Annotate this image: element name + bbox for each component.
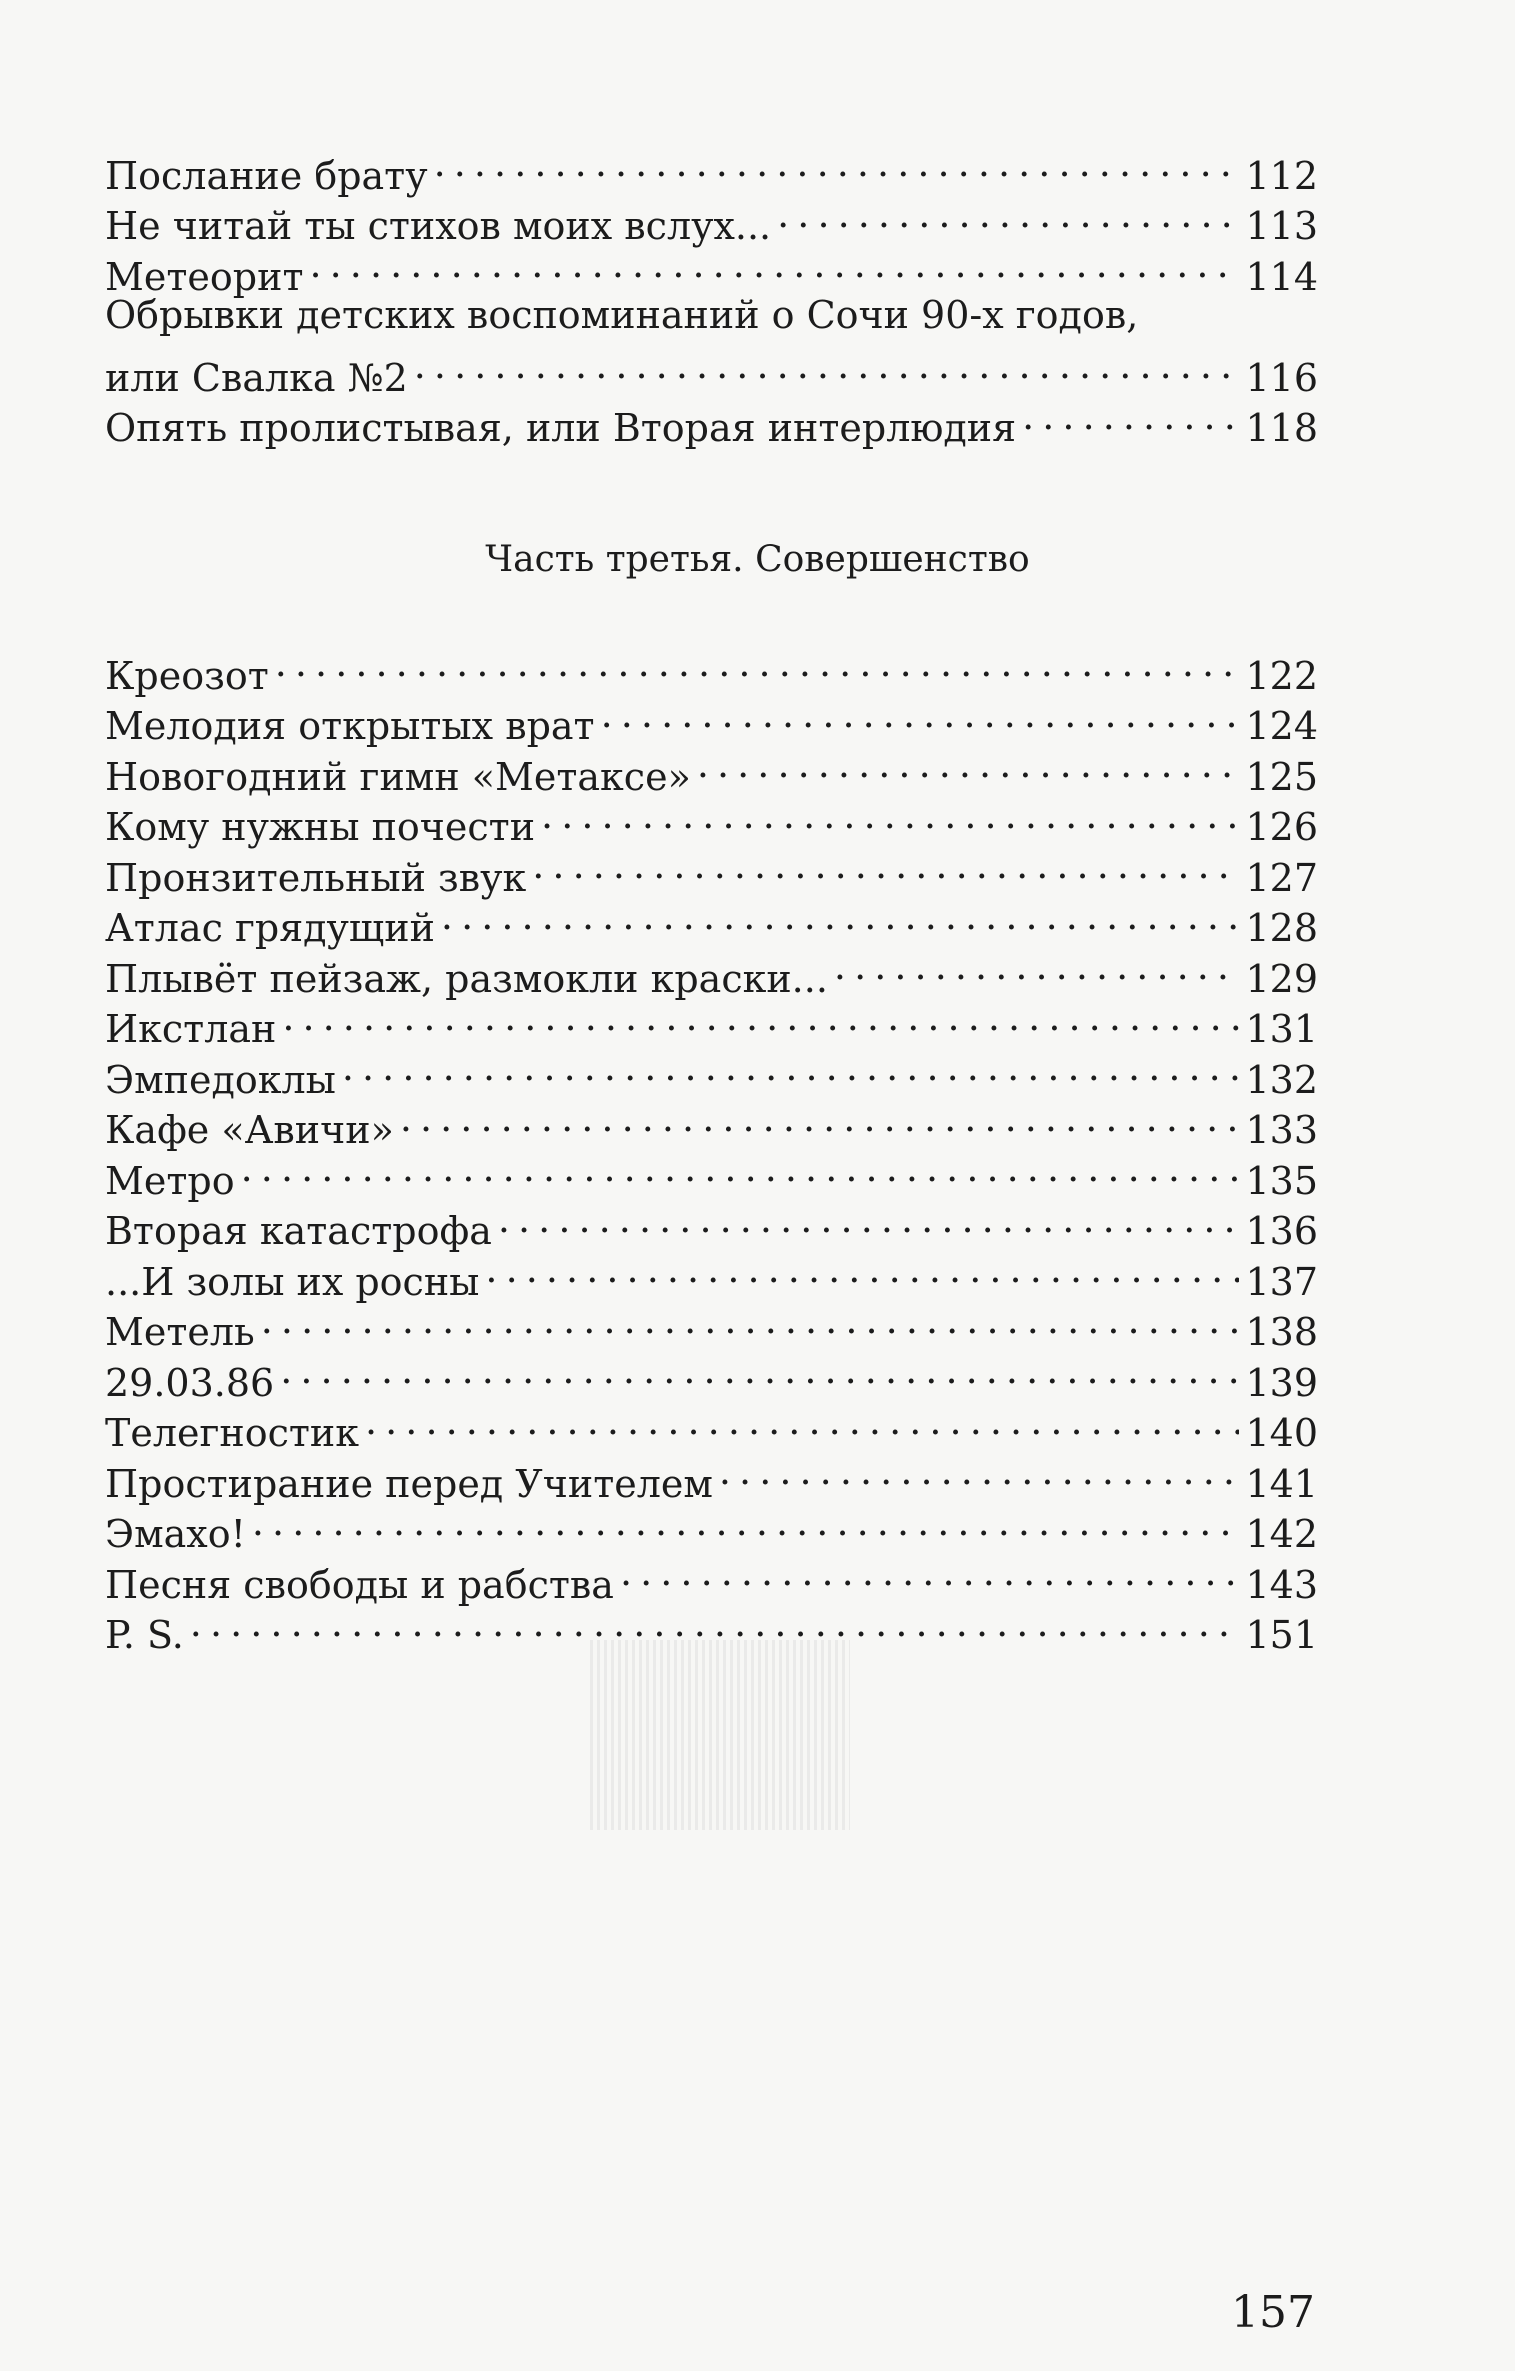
dot-leader bbox=[414, 340, 1240, 391]
toc-entry-title: Эмахо! bbox=[105, 1512, 246, 1556]
dot-leader bbox=[241, 1143, 1240, 1194]
toc-entry-line2 bbox=[105, 340, 1318, 400]
toc-entry-title: Метеорит bbox=[105, 254, 304, 299]
toc-entry-page: 124 bbox=[1245, 704, 1318, 748]
toc-entry-page: 128 bbox=[1245, 906, 1318, 950]
toc-entry-title: Атлас грядущий bbox=[105, 906, 435, 950]
dot-leader bbox=[441, 891, 1240, 942]
toc-entry-title: Новогодний гимн «Метаксе» bbox=[105, 754, 691, 799]
toc-entry bbox=[105, 1547, 1318, 1607]
dot-leader bbox=[834, 941, 1240, 992]
dot-leader bbox=[261, 1295, 1240, 1346]
dot-leader bbox=[1022, 391, 1239, 442]
toc-entry-title: Метро bbox=[105, 1158, 235, 1203]
dot-leader bbox=[282, 992, 1239, 1043]
dot-leader bbox=[697, 739, 1240, 790]
dot-leader bbox=[280, 1345, 1239, 1396]
toc-entry-page: 139 bbox=[1245, 1360, 1318, 1405]
toc-entry-title: Плывёт пейзаж, размокли краски... bbox=[105, 956, 828, 1001]
dot-leader bbox=[309, 239, 1239, 290]
toc-entry-title: Вторая катастрофа bbox=[105, 1209, 492, 1253]
toc-entry bbox=[105, 1598, 1318, 1657]
dot-leader bbox=[485, 1244, 1239, 1295]
toc-entry-title: Метель bbox=[105, 1310, 255, 1354]
dot-leader bbox=[342, 1042, 1240, 1093]
toc-entry-page: 133 bbox=[1245, 1108, 1318, 1152]
toc-entry-title: Простирание перед Учителем bbox=[105, 1461, 713, 1506]
dot-leader bbox=[252, 1497, 1240, 1548]
toc-entry-page: 125 bbox=[1245, 754, 1318, 799]
toc-entry-page: 129 bbox=[1245, 956, 1318, 1001]
toc-entry bbox=[105, 689, 1318, 748]
dot-leader bbox=[400, 1093, 1240, 1144]
toc-entry-title: Не читай ты стихов моих вслух... bbox=[105, 204, 772, 248]
toc-entry-page: 136 bbox=[1245, 1209, 1318, 1253]
toc-entry-title: Икстлан bbox=[105, 1007, 277, 1051]
toc-entry-title: ...И золы их росны bbox=[105, 1259, 480, 1304]
toc-entry-page: 138 bbox=[1245, 1310, 1318, 1354]
toc-entry bbox=[105, 1396, 1318, 1455]
toc-entry bbox=[105, 1497, 1318, 1556]
toc-entry-page: 113 bbox=[1245, 204, 1318, 248]
toc-entry-page: 118 bbox=[1245, 406, 1318, 450]
toc-entry-page: 126 bbox=[1245, 805, 1318, 849]
toc-entry bbox=[105, 1143, 1318, 1203]
toc-list-part-three bbox=[105, 638, 1318, 1657]
toc-entry-page: 131 bbox=[1245, 1007, 1318, 1051]
toc-entry-title: 29.03.86 bbox=[105, 1360, 275, 1405]
toc-entry-page: 116 bbox=[1245, 355, 1318, 400]
page-number: 157 bbox=[1231, 2287, 1315, 2338]
dot-leader bbox=[434, 138, 1240, 189]
toc-entry-title: Телегностик bbox=[105, 1411, 359, 1455]
toc-entry-title: Песня свободы и рабства bbox=[105, 1562, 614, 1607]
dot-leader bbox=[620, 1547, 1240, 1598]
bleed-through-barcode bbox=[590, 1640, 850, 1830]
toc-entry bbox=[105, 138, 1318, 198]
toc-entry-page: 142 bbox=[1245, 1512, 1318, 1556]
toc-entry-page: 114 bbox=[1245, 254, 1318, 299]
toc-entry bbox=[105, 1194, 1318, 1253]
toc-entry-title: Эмпедоклы bbox=[105, 1057, 336, 1102]
dot-leader bbox=[190, 1598, 1240, 1649]
section-heading: Часть третья. Совершенство bbox=[485, 539, 1030, 580]
toc-list-part-two-end bbox=[105, 138, 1318, 450]
toc-entry-title: Креозот bbox=[105, 653, 269, 698]
toc-entry-title: P. S. bbox=[105, 1613, 184, 1657]
toc-entry-title: или Свалка №2 bbox=[105, 355, 408, 400]
toc-entry-page: 141 bbox=[1245, 1461, 1318, 1506]
toc-entry-title: Послание брату bbox=[105, 153, 428, 198]
toc-entry-page: 135 bbox=[1245, 1158, 1318, 1203]
toc-entry bbox=[105, 992, 1318, 1051]
toc-entry bbox=[105, 1042, 1318, 1102]
toc-entry bbox=[105, 1345, 1318, 1405]
toc-entry-title: Кому нужны почести bbox=[105, 805, 536, 849]
toc-entry-title: Кафе «Авичи» bbox=[105, 1108, 394, 1152]
toc-entry-page: 143 bbox=[1245, 1562, 1318, 1607]
toc-entry-page: 140 bbox=[1245, 1411, 1318, 1455]
toc-entry-page: 151 bbox=[1245, 1613, 1318, 1657]
toc-entry-title-line1: Обрывки детских воспоминаний о Сочи 90-х годов, bbox=[105, 292, 1139, 337]
dot-leader bbox=[365, 1396, 1240, 1447]
toc-entry-title: Пронзительный звук bbox=[105, 855, 527, 900]
toc-entry-page: 122 bbox=[1245, 653, 1318, 698]
toc-entry-page: 127 bbox=[1245, 855, 1318, 900]
dot-leader bbox=[719, 1446, 1240, 1497]
toc-entry-page: 112 bbox=[1245, 153, 1318, 198]
dot-leader bbox=[275, 638, 1240, 689]
dot-leader bbox=[777, 189, 1239, 240]
toc-entry-page: 132 bbox=[1245, 1057, 1318, 1102]
dot-leader bbox=[601, 689, 1240, 740]
toc-entry-multiline bbox=[105, 290, 1318, 400]
toc-entry bbox=[105, 638, 1318, 698]
toc-entry-title: Мелодия открытых врат bbox=[105, 704, 595, 748]
dot-leader bbox=[498, 1194, 1240, 1245]
toc-entry-title: Опять пролистывая, или Вторая интерлюдия bbox=[105, 406, 1017, 450]
toc-entry-page: 137 bbox=[1245, 1259, 1318, 1304]
toc-entry bbox=[105, 1295, 1318, 1354]
dot-leader bbox=[532, 840, 1239, 891]
dot-leader bbox=[541, 790, 1239, 841]
